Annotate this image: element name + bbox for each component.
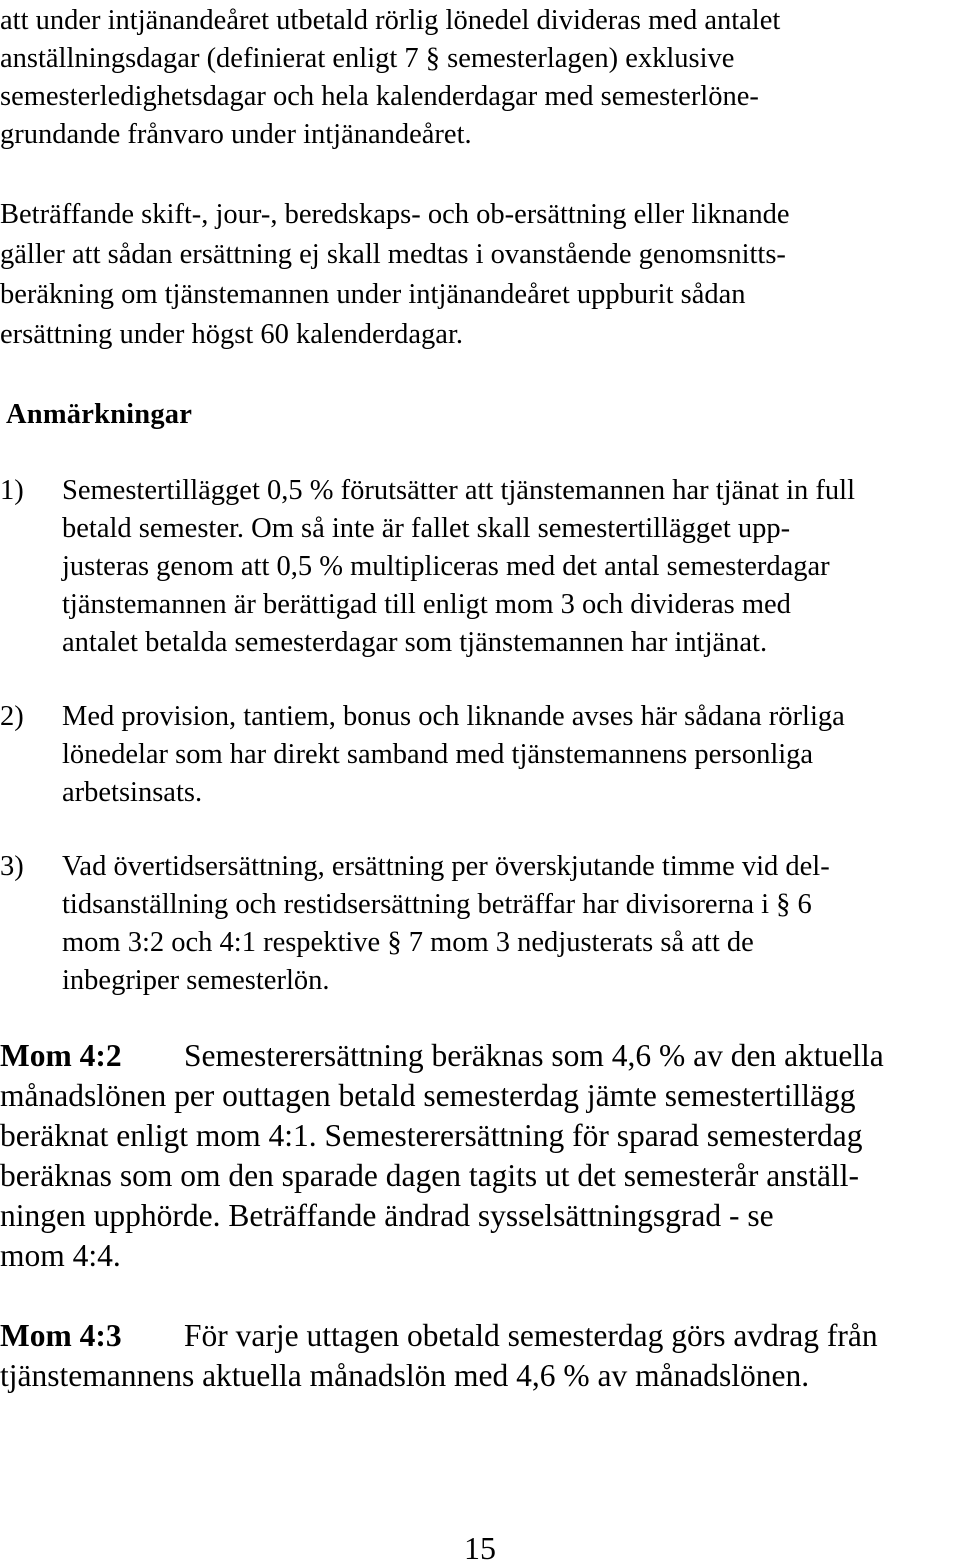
note-line: tjänstemannen är berättigad till enligt mom 3 och divideras med <box>62 589 791 620</box>
note-number: 2) <box>0 701 24 732</box>
note-line: lönedelar som har direkt samband med tjänstemannens personliga <box>62 739 814 770</box>
mom-line: För varje uttagen obetald semesterdag görs avdrag från <box>184 1318 878 1353</box>
note-line: Semestertillägget 0,5 % förutsätter att tjänstemannen har tjänat in full <box>62 475 856 506</box>
note-line: arbetsinsats. <box>62 777 203 808</box>
note-line: Med provision, tantiem, bonus och liknande avses här sådana rörliga <box>62 701 845 732</box>
mom-line: Semesterersättning beräknas som 4,6 % av den aktuella <box>184 1038 884 1073</box>
note-line: antalet betalda semesterdagar som tjänstemannen har intjänat. <box>62 627 768 658</box>
mom-line: beräknas som om den sparade dagen tagits ut det semesterår anställ- <box>0 1158 859 1193</box>
note-line: tidsanställning och restidsersättning beträffar har divisorerna i § 6 <box>62 889 812 920</box>
note-number: 3) <box>0 851 24 882</box>
paragraph-line: gäller att sådan ersättning ej skall medtas i ovanstående genomsnitts- <box>0 239 786 270</box>
intro-line: anställningsdagar (definierat enligt 7 § semesterlagen) exklusive <box>0 43 735 74</box>
intro-line: att under intjänandeåret utbetald rörlig lönedel divideras med antalet <box>0 5 781 36</box>
paragraph-line: beräkning om tjänstemannen under intjänandeåret uppburit sådan <box>0 279 746 310</box>
mom-line: beräknat enligt mom 4:1. Semesterersättning för sparad semesterdag <box>0 1118 863 1153</box>
note-number: 1) <box>0 475 24 506</box>
mom-label: Mom 4:3 <box>0 1318 122 1353</box>
mom-line: månadslönen per outtagen betald semesterdag jämte semestertillägg <box>0 1078 856 1113</box>
intro-line: grundande frånvaro under intjänandeåret. <box>0 119 472 150</box>
intro-line: semesterledighetsdagar och hela kalenderdagar med semesterlöne- <box>0 81 759 112</box>
mom-line: ningen upphörde. Beträffande ändrad sysselsättningsgrad - se <box>0 1198 774 1233</box>
paragraph-line: Beträffande skift-, jour-, beredskaps- och ob-ersättning eller liknande <box>0 199 790 230</box>
paragraph-line: ersättning under högst 60 kalenderdagar. <box>0 319 463 350</box>
note-line: Vad övertidsersättning, ersättning per överskjutande timme vid del- <box>62 851 830 882</box>
note-line: mom 3:2 och 4:1 respektive § 7 mom 3 nedjusterats så att de <box>62 927 754 958</box>
mom-line: tjänstemannens aktuella månadslön med 4,6 % av månadslönen. <box>0 1358 810 1393</box>
page-number: 15 <box>464 1530 496 1566</box>
mom-line: mom 4:4. <box>0 1238 121 1273</box>
note-line: justeras genom att 0,5 % multipliceras med det antal semesterdagar <box>62 551 830 582</box>
note-line: inbegriper semesterlön. <box>62 965 330 996</box>
mom-label: Mom 4:2 <box>0 1038 122 1073</box>
note-line: betald semester. Om så inte är fallet skall semestertillägget upp- <box>62 513 791 544</box>
section-heading: Anmärkningar <box>6 399 193 430</box>
